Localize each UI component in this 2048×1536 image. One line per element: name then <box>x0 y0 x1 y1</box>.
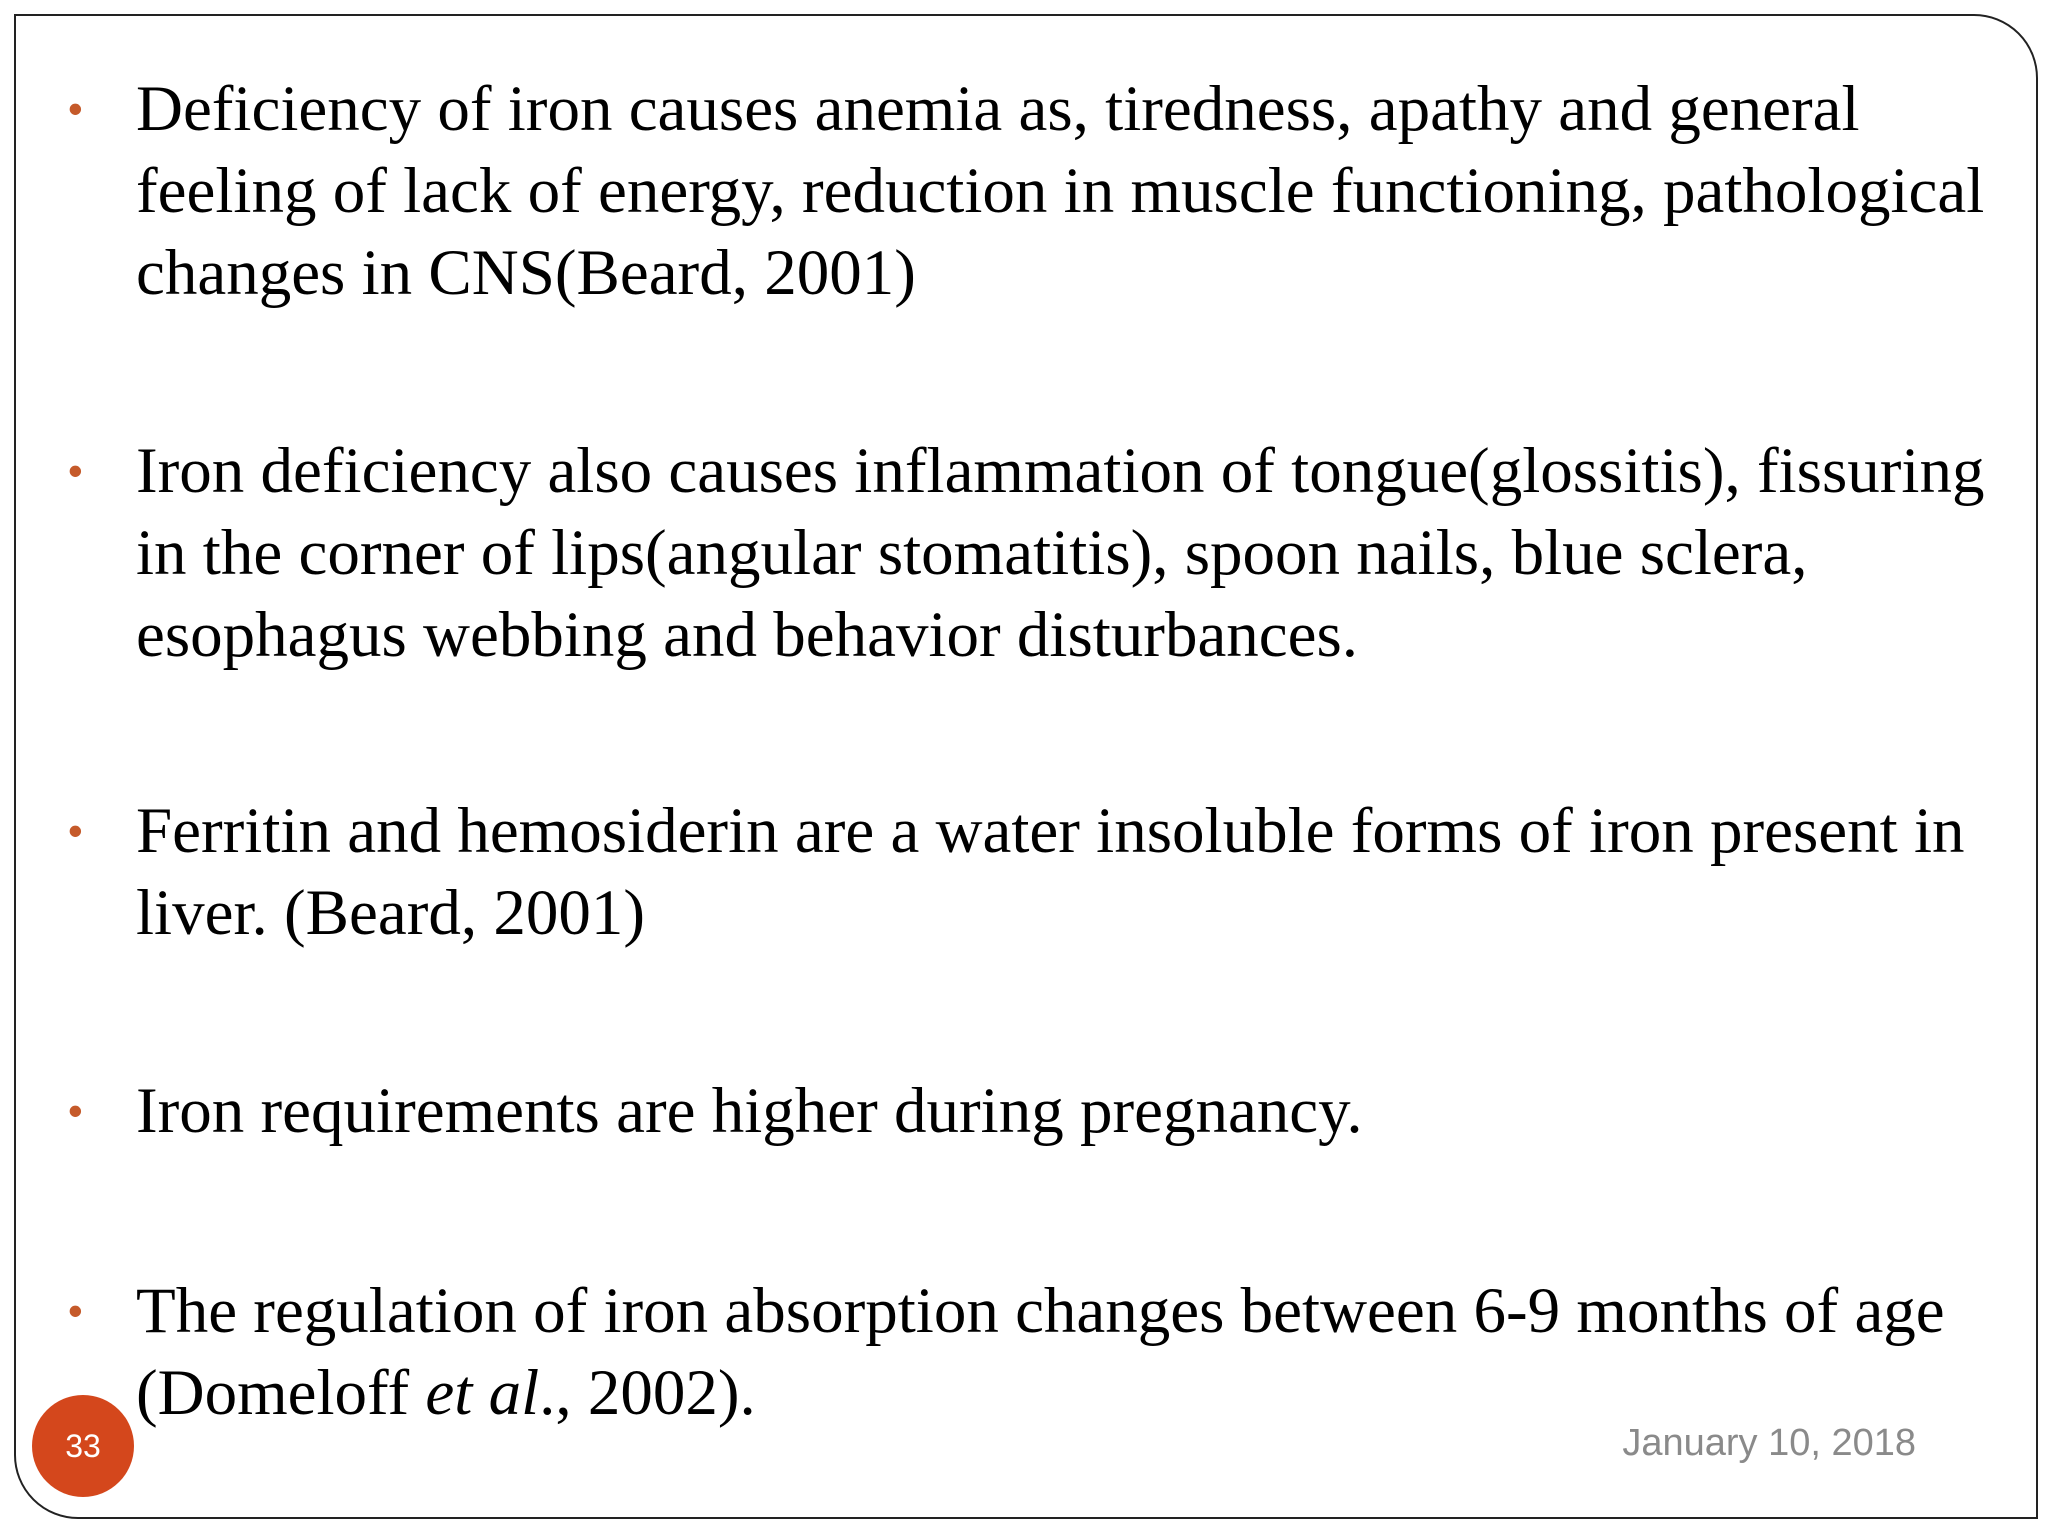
bullet-text: Ferritin and hemosiderin are a water insoluble forms of iron present in liver. (Beard, 2001) <box>136 795 1965 949</box>
bullet-item-pregnancy-requirements <box>66 1070 2036 1152</box>
bullet-text-end: ., 2002). <box>539 1357 756 1429</box>
bullet-dot-icon: • <box>68 1287 83 1334</box>
bullet-text <box>136 1270 2036 1434</box>
bullet-item-iron-deficiency-symptoms <box>66 430 2036 676</box>
bullet-dot-icon: • <box>68 807 83 854</box>
bullet-dot-icon: • <box>68 85 83 132</box>
slide-frame <box>14 14 2038 1519</box>
bullet-dot-icon: • <box>68 1087 83 1134</box>
bullet-text: Iron deficiency also causes inflammation of tongue(glossitis), fissuring in the corner of lips(angular stomatitis), spoon nails, blue sclera, esophagus webbing and behavior disturbances. <box>136 435 1985 671</box>
bullet-dot-icon: • <box>68 447 83 494</box>
bullet-item-ferritin-hemosiderin <box>66 790 2036 954</box>
bullet-text-main: The regulation of iron absorption changes between 6-9 months of age (Domeloff <box>136 1275 1945 1429</box>
bullet-text: Iron requirements are higher during pregnancy. <box>136 1075 1363 1147</box>
slide-number-badge: 33 <box>32 1395 134 1497</box>
bullet-item-iron-deficiency-anemia <box>66 68 2036 314</box>
citation-italic: et al <box>425 1357 540 1429</box>
bullet-text: Deficiency of iron causes anemia as, tiredness, apathy and general feeling of lack of energy, reduction in muscle functioning, pathological changes in CNS(Beard, 2001) <box>136 73 1985 309</box>
slide-date: January 10, 2018 <box>1622 1422 1916 1464</box>
bullet-item-iron-absorption-regulation <box>66 1270 2036 1434</box>
